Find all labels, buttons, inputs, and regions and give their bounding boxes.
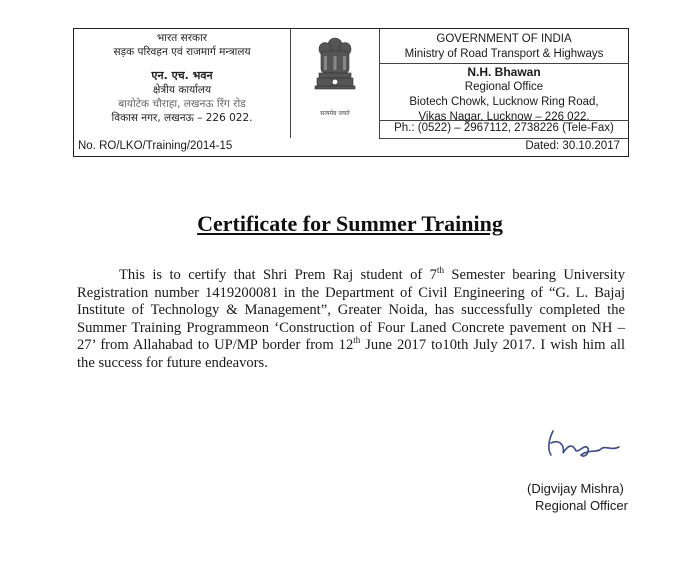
govt-line: GOVERNMENT OF INDIA (436, 33, 572, 45)
signatory-block (527, 480, 628, 514)
emblem-motto: सत्यमेव जयते (320, 110, 350, 117)
hindi-govt-line: भारत सरकार (156, 32, 208, 44)
certificate-title: Certificate for Summer Training (197, 211, 503, 236)
hindi-office-line: क्षेत्रीय कार्यालय (152, 84, 212, 96)
body-part1: This is to certify that Shri Prem Raj student of 7 (119, 267, 437, 283)
body-sup2: th (353, 335, 361, 346)
signatory-name: (Digvijay Mishra) (527, 481, 624, 496)
emblem-area (291, 29, 379, 138)
hindi-address-line2: विकास नगर, लखनऊ – 226 022. (111, 112, 253, 124)
ministry-line: Ministry of Road Transport & Highways (404, 48, 604, 60)
hindi-ministry-line: सड़क परिवहन एवं राजमार्ग मन्त्रालय (113, 46, 251, 58)
reference-row (73, 137, 629, 157)
address-line1: Biotech Chowk, Lucknow Ring Road, (409, 96, 599, 108)
certificate-body (77, 267, 625, 373)
body-part2: Semester bearing University Registration number 1419200081 in the Department of Civil Engineering of “G. L. Bajaj Institute of Technology & Management”, Greater Noida, has successfully completed the Summer Training Programmeon ‘Construction of Four Laned Concrete pavement on NH – 27’ from Allahabad to UP/MP border from 12 (77, 267, 625, 354)
letter-date: Dated: 30.10.2017 (525, 140, 620, 152)
body-sup1: th (436, 265, 444, 276)
signatory-designation: Regional Officer (535, 498, 628, 513)
office-line: Regional Office (464, 81, 544, 93)
hindi-bhawan-line: एन. एच. भवन (151, 69, 213, 82)
bhawan-line: N.H. Bhawan (467, 65, 541, 79)
state-emblem-icon (291, 29, 379, 109)
ministry-divider (379, 63, 629, 64)
address-line2: Vikas Nagar, Lucknow – 226 022. (418, 111, 590, 123)
letterhead-hindi (73, 29, 291, 138)
body-part3: June 2017 to10th July 2017. I wish him all the success for future endeavors. (77, 337, 625, 371)
phone-divider-top (379, 120, 629, 121)
reference-number: No. RO/LKO/Training/2014-15 (78, 140, 233, 152)
hindi-address-line1: बायोटेक चौराहा, लखनऊ रिंग रोड (118, 98, 246, 110)
signature-icon (545, 425, 625, 470)
phone-line: Ph.: (0522) – 2967112, 2738226 (Tele-Fax) (394, 122, 614, 134)
